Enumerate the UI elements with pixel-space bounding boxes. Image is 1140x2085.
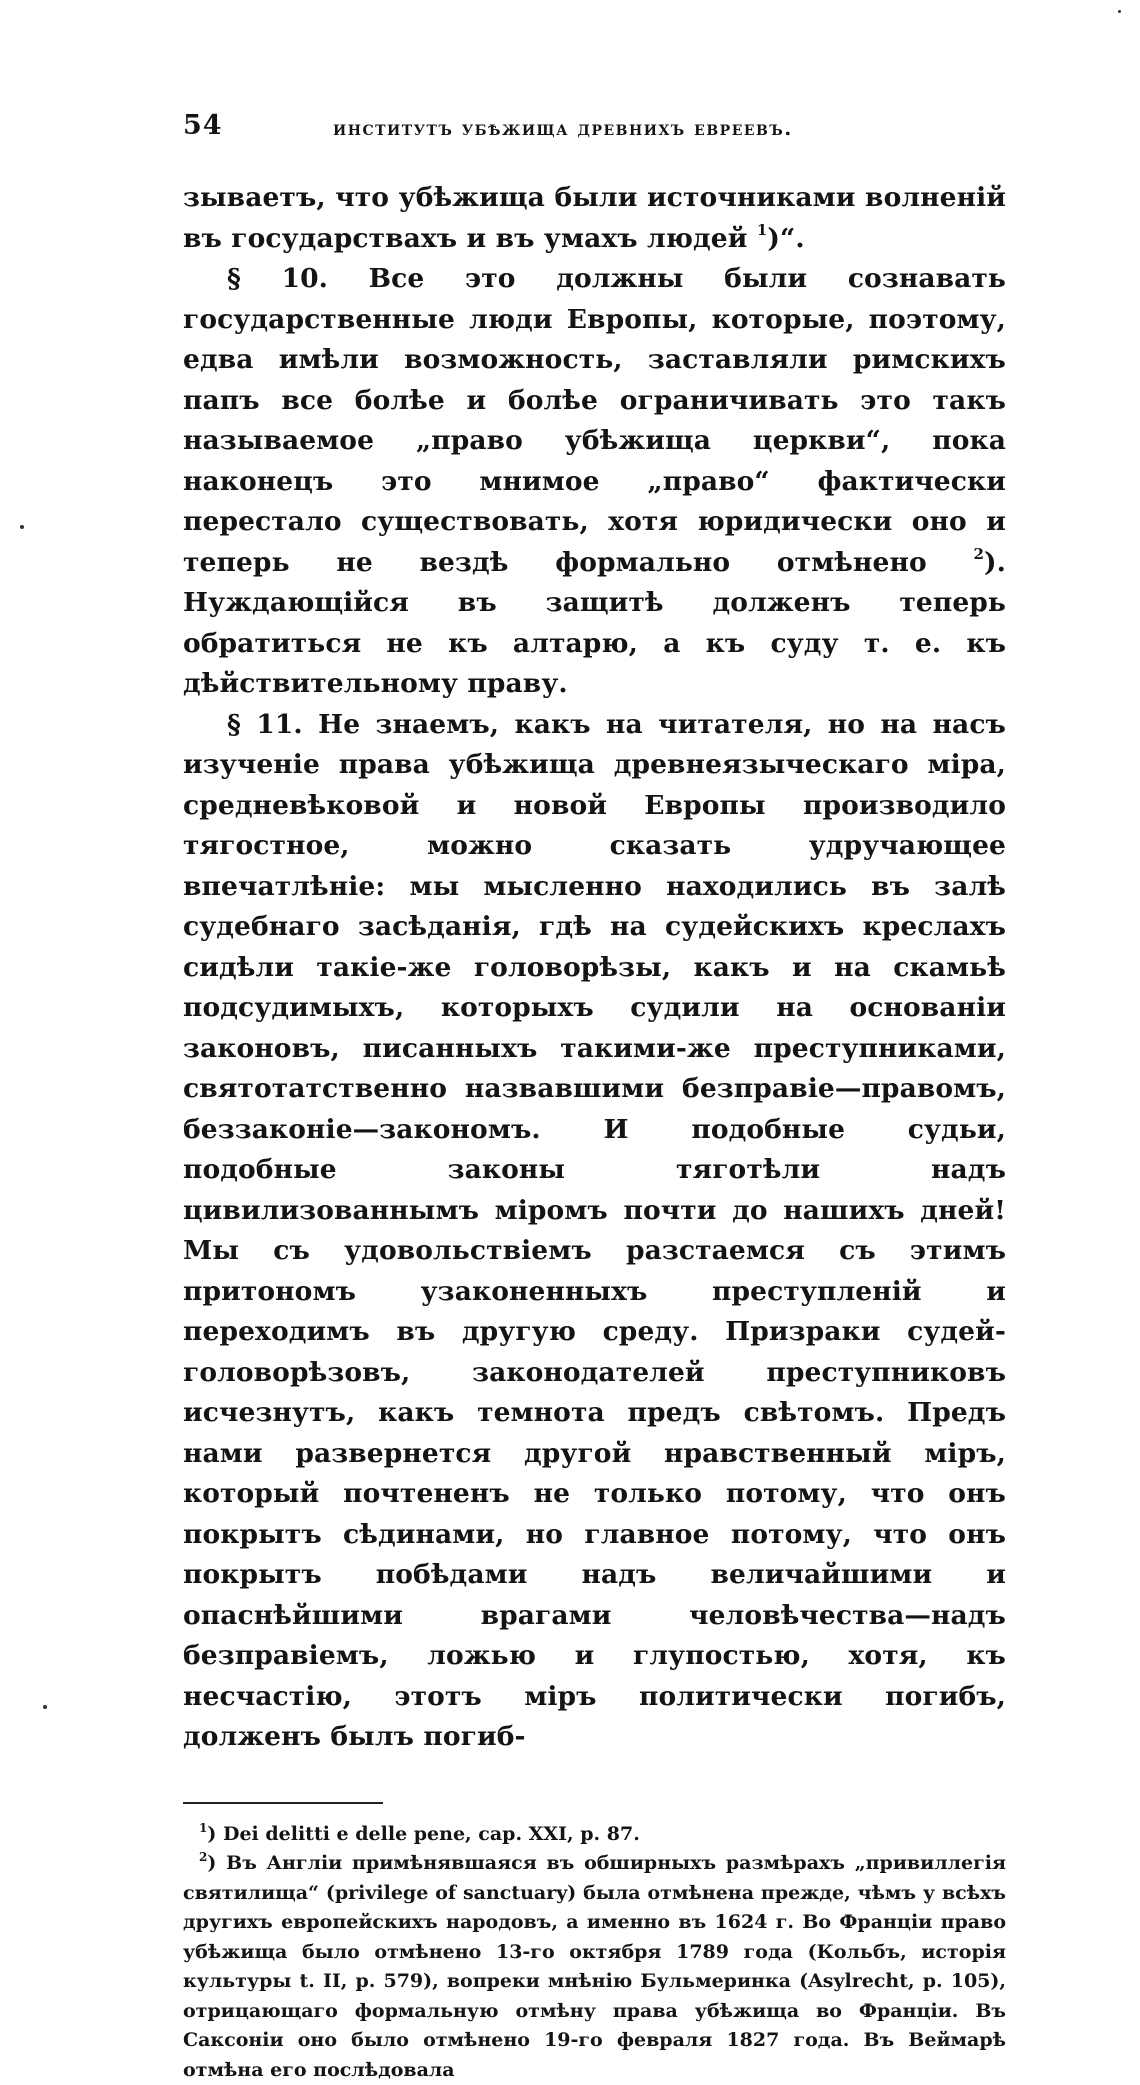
paragraph-section-10 <box>183 259 1006 705</box>
paragraph-continuation <box>183 178 1006 259</box>
footnote-2 <box>183 1849 1006 2085</box>
paragraph-text-end: )“. <box>767 223 804 254</box>
paragraph-section-11: § 11. Не знаемъ, какъ на читателя, но на насъ изученіе права убѣжища древнеязыческаго міра, средневѣковой и новой Европы производило тягостное, можно сказать удручающее впечатлѣніе: мы мысленно находились въ залѣ судебнаго засѣданія, гдѣ на судейскихъ креслахъ сидѣли такіе-же головорѣзы, какъ и на скамьѣ подсудимыхъ, которыхъ судили на основаніи законовъ, писанныхъ такими-же преступниками, святотатственно назвавшими безправіе—правомъ, беззаконіе—закономъ. И подобные судьи, подобные законы тяготѣли надъ цивилизованнымъ міромъ почти до нашихъ дней! Мы съ удовольствіемъ разстаемся съ этимъ притономъ узаконенныхъ преступленій и переходимъ въ другую среду. Призраки судей-головорѣзовъ, законодателей преступниковъ исчезнутъ, какъ темнота предъ свѣтомъ. Предъ нами развернется другой нравственный міръ, который почтененъ не только потому, что онъ покрытъ сѣдинами, но главное потому, что онъ покрытъ побѣдами надъ величайшими и опаснѣйшими врагами человѣчества—надъ безправіемъ, ложью и глупостью, хотя, къ несчастію, этотъ міръ политически погибъ, долженъ былъ погиб- <box>183 705 1006 1758</box>
main-text <box>183 178 1006 1758</box>
footnote-ref-2: 2 <box>973 545 984 563</box>
footnote-1 <box>183 1820 1006 1850</box>
paragraph-text-end: ). Нуждающійся въ защитѣ долженъ теперь обратиться не къ алтарю, а къ суду т. е. къ дѣйствительному праву. <box>183 547 1006 700</box>
book-page <box>183 110 1006 2085</box>
running-head: институтъ убѣжища древнихъ евреевъ. <box>333 116 793 140</box>
paragraph-text: § 10. Все это должны были сознавать государственные люди Европы, которые, поэтому, едва имѣли возможность, заставляли римскихъ папъ все болѣе и болѣе ограничивать это такъ называемое „право убѣжища церкви“, пока наконецъ это мнимое „право“ фактически перестало существовать, хотя юридически оно и теперь не вездѣ формально отмѣнено <box>183 263 1006 578</box>
scan-speck <box>43 1705 47 1709</box>
scan-speck <box>20 525 24 529</box>
footnote-mark: 2 <box>199 1850 207 1864</box>
footnote-divider <box>183 1802 383 1804</box>
scan-speck <box>1118 10 1121 13</box>
footnote-mark: 1 <box>199 1821 207 1835</box>
footnote-text: ) Въ Англіи примѣнявшаяся въ обширныхъ размѣрахъ „привиллегія святилища“ (privilege of sanctuary) была отмѣнена прежде, чѣмъ у всѣхъ другихъ европейскихъ народовъ, а именно въ 1624 г. Во Франціи право убѣжища было отмѣнено 13-го октября 1789 года (Кольбъ, исторія культуры t. II, p. 579), вопреки мнѣнію Бульмеринка (Asylrecht, p. 105), отрицающаго формальную отмѣну права убѣжища во Франціи. Въ Саксоніи оно было отмѣнено 19-го февраля 1827 года. Въ Веймарѣ отмѣна его послѣдовала <box>183 1852 1006 2081</box>
footnote-ref-1: 1 <box>757 221 768 239</box>
page-header <box>183 110 1006 150</box>
footnotes <box>183 1820 1006 2085</box>
page-number: 54 <box>183 110 223 141</box>
footnote-text: ) Dei delitti e delle pene, cap. XXI, p. 87. <box>207 1823 639 1845</box>
paragraph-text: зываетъ, что убѣжища были источниками волненій въ государствахъ и въ умахъ людей <box>183 182 1006 254</box>
